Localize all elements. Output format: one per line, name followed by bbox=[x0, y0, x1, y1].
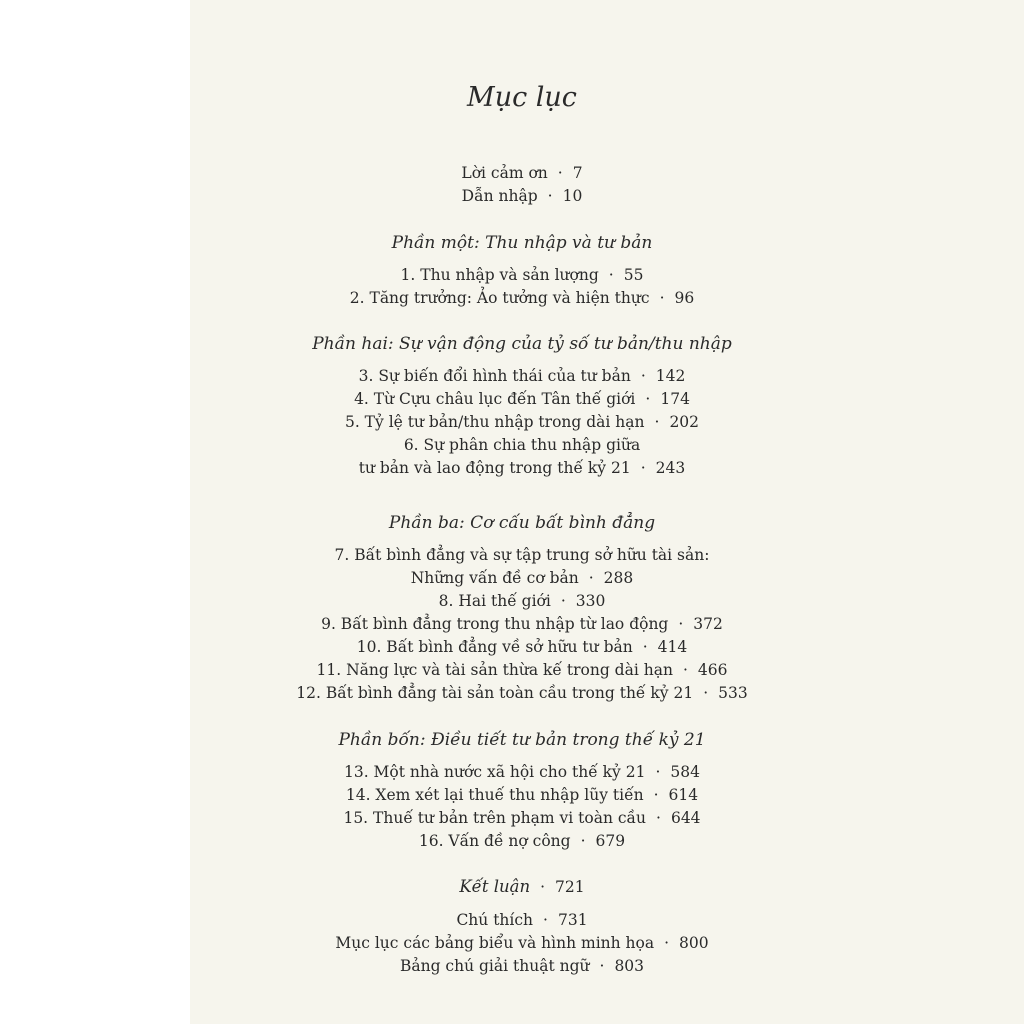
entry-page: 466 bbox=[697, 661, 728, 679]
entry-label: 8. Hai thế giới bbox=[438, 592, 551, 610]
toc-back bbox=[190, 875, 854, 978]
toc-entry-continued bbox=[190, 457, 854, 480]
entry-page: 7 bbox=[572, 164, 583, 182]
toc-entry-conclusion bbox=[190, 875, 854, 898]
page-title: Mục lục bbox=[467, 82, 577, 113]
entry-label: 6. Sự phân chia thu nhập giữa bbox=[403, 436, 641, 454]
entry-label: Chú thích bbox=[456, 911, 534, 929]
separator-dot: · bbox=[599, 957, 605, 975]
entry-page: 174 bbox=[660, 390, 690, 408]
toc-entry bbox=[190, 365, 854, 388]
toc-front bbox=[190, 162, 854, 208]
entry-page: 533 bbox=[718, 684, 748, 702]
entry-page: 644 bbox=[670, 809, 701, 827]
part-heading: Phần hai: Sự vận động của tỷ số tư bản/thu nhập bbox=[312, 334, 732, 354]
toc-part-3 bbox=[190, 510, 854, 705]
separator-dot: · bbox=[547, 187, 553, 205]
toc-part-2 bbox=[190, 331, 854, 480]
toc-entry bbox=[190, 388, 854, 411]
separator-dot: · bbox=[540, 878, 546, 896]
entry-label: 11. Năng lực và tài sản thừa kế trong dài hạn bbox=[316, 661, 673, 679]
entry-label: Bảng chú giải thuật ngữ bbox=[399, 957, 590, 975]
toc-entry bbox=[190, 659, 854, 682]
separator-dot: · bbox=[682, 661, 688, 679]
separator-dot: · bbox=[645, 390, 651, 408]
toc-entry bbox=[190, 264, 854, 287]
separator-dot: · bbox=[655, 763, 661, 781]
part-heading: Phần bốn: Điều tiết tư bản trong thế kỷ 21 bbox=[338, 730, 706, 750]
separator-dot: · bbox=[543, 911, 548, 929]
entry-label: 13. Một nhà nước xã hội cho thế kỷ 21 bbox=[343, 763, 646, 781]
entry-label: 5. Tỷ lệ tư bản/thu nhập trong dài hạn bbox=[344, 413, 645, 431]
toc-part-4 bbox=[190, 727, 854, 853]
toc-entry bbox=[190, 784, 854, 807]
toc-entry bbox=[190, 162, 854, 185]
entry-label: Dẫn nhập bbox=[461, 187, 538, 205]
entry-label: 1. Thu nhập và sản lượng bbox=[400, 266, 599, 284]
separator-dot: · bbox=[703, 684, 709, 702]
separator-dot: · bbox=[640, 367, 646, 385]
separator-dot: · bbox=[560, 592, 566, 610]
toc-entry bbox=[190, 287, 854, 310]
entry-page: 202 bbox=[669, 413, 700, 431]
toc-entry bbox=[190, 807, 854, 830]
entry-page: 243 bbox=[655, 459, 686, 477]
entry-page: 731 bbox=[557, 911, 588, 929]
toc-entry bbox=[190, 761, 854, 784]
separator-dot: · bbox=[588, 569, 594, 587]
toc-entry bbox=[190, 909, 854, 932]
entry-page: 288 bbox=[603, 569, 634, 587]
separator-dot: · bbox=[659, 289, 665, 307]
separator-dot: · bbox=[656, 809, 661, 827]
entry-label: Lời cảm ơn bbox=[461, 164, 548, 182]
entry-page: 10 bbox=[562, 187, 583, 205]
separator-dot: · bbox=[557, 164, 563, 182]
toc-entry bbox=[190, 613, 854, 636]
entry-page: 800 bbox=[679, 934, 709, 952]
entry-label: 3. Sự biến đổi hình thái của tư bản bbox=[358, 367, 631, 385]
entry-label: 4. Từ Cựu châu lục đến Tân thế giới bbox=[354, 390, 636, 408]
entry-label: 14. Xem xét lại thuế thu nhập lũy tiến bbox=[345, 786, 644, 804]
toc-entry bbox=[190, 636, 854, 659]
entry-label: Mục lục các bảng biểu và hình minh họa bbox=[335, 934, 655, 952]
entry-page: 330 bbox=[575, 592, 606, 610]
entry-page: 372 bbox=[693, 615, 723, 633]
entry-label-continued: Những vấn đề cơ bản bbox=[410, 569, 579, 587]
separator-dot: · bbox=[608, 266, 614, 284]
entry-page: 96 bbox=[674, 289, 695, 307]
toc-entry bbox=[190, 932, 854, 955]
entry-label: 16. Vấn đề nợ công bbox=[418, 832, 571, 850]
entry-page: 721 bbox=[555, 878, 585, 896]
toc-part-1 bbox=[190, 230, 854, 310]
toc-entry bbox=[190, 590, 854, 613]
entry-page: 584 bbox=[670, 763, 700, 781]
entry-page: 679 bbox=[595, 832, 626, 850]
entry-label: 15. Thuế tư bản trên phạm vi toàn cầu bbox=[343, 809, 647, 827]
separator-dot: · bbox=[664, 934, 670, 952]
entry-page: 414 bbox=[657, 638, 688, 656]
entry-label-continued: tư bản và lao động trong thế kỷ 21 bbox=[358, 459, 631, 477]
toc-entry bbox=[190, 185, 854, 208]
entry-page: 614 bbox=[668, 786, 699, 804]
entry-page: 803 bbox=[614, 957, 645, 975]
separator-dot: · bbox=[678, 615, 684, 633]
toc-entry bbox=[190, 544, 854, 567]
entry-page: 55 bbox=[623, 266, 644, 284]
entry-label: 2. Tăng trưởng: Ảo tưởng và hiện thực bbox=[349, 289, 650, 307]
toc-entry bbox=[190, 955, 854, 978]
entry-page: 142 bbox=[655, 367, 686, 385]
entry-label: 12. Bất bình đẳng tài sản toàn cầu trong thế kỷ 21 bbox=[296, 684, 694, 702]
toc-entry bbox=[190, 434, 854, 457]
toc-entry bbox=[190, 830, 854, 853]
entry-label: 10. Bất bình đẳng về sở hữu tư bản bbox=[356, 638, 633, 656]
toc-entry-continued bbox=[190, 567, 854, 590]
separator-dot: · bbox=[640, 459, 646, 477]
entry-label: 7. Bất bình đẳng và sự tập trung sở hữu tài sản: bbox=[334, 546, 710, 564]
separator-dot: · bbox=[580, 832, 586, 850]
toc-entry bbox=[190, 682, 854, 705]
separator-dot: · bbox=[654, 413, 660, 431]
entry-label: Kết luận bbox=[459, 877, 531, 896]
part-heading: Phần ba: Cơ cấu bất bình đẳng bbox=[388, 513, 656, 533]
part-heading: Phần một: Thu nhập và tư bản bbox=[391, 233, 653, 253]
separator-dot: · bbox=[642, 638, 648, 656]
book-page bbox=[190, 0, 1024, 1024]
toc-entry bbox=[190, 411, 854, 434]
entry-label: 9. Bất bình đẳng trong thu nhập từ lao động bbox=[321, 615, 669, 633]
separator-dot: · bbox=[653, 786, 659, 804]
